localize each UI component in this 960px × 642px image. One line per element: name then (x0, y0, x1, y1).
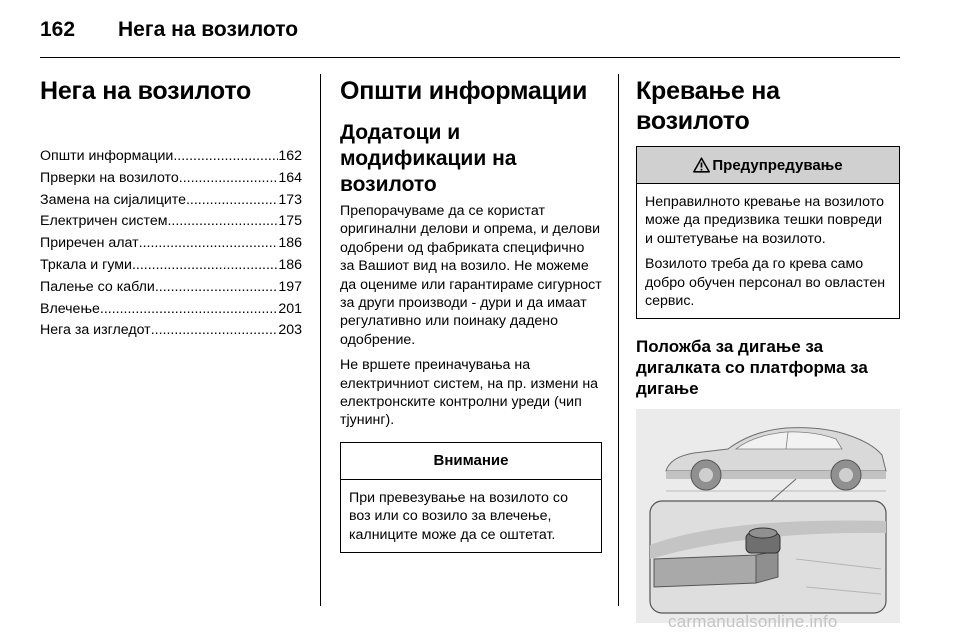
toc-entry (40, 190, 302, 212)
toc-entry-page: 164 (278, 169, 302, 186)
toc-entry-title: Палење со кабли (40, 278, 155, 295)
toc-entry-page: 175 (278, 213, 302, 230)
section-title: Општи информации (340, 77, 588, 105)
toc-entry-page: 186 (278, 235, 302, 252)
toc-entry (40, 320, 302, 342)
toc-entry-title: Тркала и гуми (40, 256, 132, 273)
column-divider-1 (320, 74, 321, 606)
toc-entry (40, 277, 302, 299)
toc-entry-page: 186 (278, 256, 302, 273)
toc-entry-title: Електричен систем (40, 213, 168, 230)
chapter-title: Нега на возилото (40, 77, 252, 105)
warning-text-1: Неправилното кревање на возилото може да предизвика тешки повреди и оштетување на возилото. (645, 194, 884, 247)
toc-leader-dots (151, 320, 279, 342)
toc-entry-title: Прверки на возилото (40, 169, 179, 186)
toc-entry-page: 197 (278, 278, 302, 295)
lift-point-detail (650, 501, 886, 613)
toc-leader-dots (186, 190, 278, 212)
toc-leader-dots (100, 299, 278, 321)
subsection-title: Додатоци и модификации на возилото (340, 121, 517, 196)
paragraph-accessories: Препорачуваме да се користат оригинални делови и опрема, и делови одобрени од фабриката специфично за Вашиот вид на возило. Не можеме да оцениме или гарантираме сигурност за други производи - дури и да имаат регулативно или поинаку дадено одобрение. (340, 203, 602, 348)
warning-triangle-icon (693, 157, 710, 173)
toc-entry-page: 201 (278, 300, 302, 317)
toc-entry-title: Влечење (40, 300, 100, 317)
caution-notice (340, 442, 602, 553)
lifting-point-illustration (636, 409, 900, 623)
general-info-column (340, 76, 602, 553)
page-header (40, 18, 298, 48)
column-divider-2 (618, 74, 619, 606)
toc-column (40, 76, 302, 342)
toc-entry-title: Замена на сијалиците (40, 191, 186, 208)
toc-leader-dots (139, 233, 279, 255)
paragraph-electrical: Не вршете преиначувања на електричниот систем, на пр. измени на електронските контролни уреди (чип тјунинг). (340, 357, 599, 429)
toc-entry-title: Нега за изгледот (40, 322, 151, 339)
toc-entry (40, 233, 302, 255)
running-title: Нега на возилото (118, 18, 299, 41)
toc-entry-page: 173 (278, 191, 302, 208)
caution-notice-text: При превезување на возилото со воз или со возило за влечење, калниците може да се оштетат. (349, 489, 568, 543)
page-number: 162 (40, 18, 76, 41)
toc-leader-dots (179, 168, 279, 190)
caution-notice-title: Внимание (341, 443, 601, 480)
toc-entry (40, 211, 302, 233)
header-rule (40, 57, 900, 58)
toc-entry-title: Приречен алат (40, 235, 139, 252)
toc-entry-title: Општи информации (40, 148, 174, 164)
toc-entry (40, 168, 302, 190)
warning-notice-header (637, 147, 899, 184)
toc-entry (40, 146, 302, 168)
toc-entry (40, 299, 302, 321)
lifting-column (636, 76, 900, 623)
toc-leader-dots (173, 146, 278, 168)
warning-notice-title: Предупредување (712, 156, 843, 174)
section-title-lifting: Кревање на возилото (636, 77, 780, 135)
watermark: carmanualsonline.info (668, 612, 838, 631)
toc-entry (40, 255, 302, 277)
toc-entry-page: 203 (278, 322, 302, 339)
toc-leader-dots (155, 277, 279, 299)
subsection-lift-position: Положба за дигање за дигалката со платформа за дигање (636, 337, 868, 399)
toc-entry-page: 162 (278, 148, 302, 164)
toc-leader-dots (132, 255, 278, 277)
toc-leader-dots (167, 211, 278, 233)
warning-text-2: Возилото треба да го крева само добро обучен персонал во овластен сервис. (645, 256, 886, 310)
warning-notice (636, 146, 900, 319)
table-of-contents (40, 146, 302, 342)
